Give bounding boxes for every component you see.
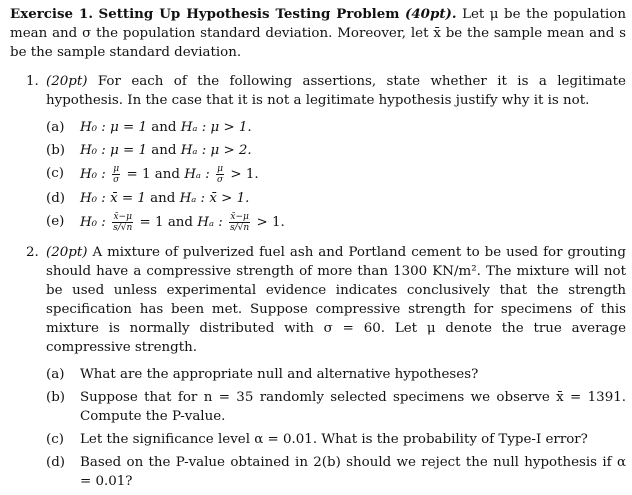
question-1-parts bbox=[46, 118, 626, 233]
part-label: (b) bbox=[46, 143, 66, 158]
null-hypothesis-prefix: H₀ : bbox=[80, 215, 106, 230]
question-1-part-b bbox=[46, 141, 626, 160]
null-hypothesis-suffix: = 1 bbox=[139, 215, 164, 230]
null-hypothesis: H₀ : μ = 1 bbox=[80, 120, 148, 135]
fraction-numerator: μ bbox=[113, 164, 120, 174]
question-2-text-a: A mixture of pulverized fuel ash and Portland cement to be used for grouting should have a compressive strength of more than 1300 KN/m². bbox=[46, 245, 626, 279]
exercise-page bbox=[10, 5, 626, 495]
part-label: (e) bbox=[46, 214, 65, 229]
alt-hypothesis-suffix: > 1. bbox=[256, 215, 285, 230]
question-1-points: (20pt) bbox=[46, 74, 88, 89]
question-1-part-c bbox=[46, 164, 626, 185]
question-2-part-c bbox=[46, 430, 626, 449]
alt-hypothesis-prefix: Hₐ : bbox=[197, 215, 223, 230]
fraction-denominator: σ bbox=[216, 175, 224, 185]
question-2-number: 2. bbox=[26, 245, 39, 260]
question-2-part-a bbox=[46, 365, 626, 384]
part-label: (d) bbox=[46, 191, 66, 206]
exercise-intro bbox=[10, 5, 626, 62]
null-hypothesis-prefix: H₀ : bbox=[80, 167, 106, 182]
fraction-numerator: x̄−μ bbox=[230, 212, 249, 222]
question-1-part-d bbox=[46, 189, 626, 208]
and-word: and bbox=[151, 120, 177, 135]
fraction-denominator: s/√n bbox=[230, 223, 250, 233]
and-word: and bbox=[150, 191, 176, 206]
fraction-t-statistic bbox=[112, 212, 133, 233]
question-1-part-a bbox=[46, 118, 626, 137]
question-2-part-b bbox=[46, 388, 626, 426]
question-2-points: (20pt) bbox=[46, 245, 88, 260]
fraction-numerator: μ bbox=[217, 164, 223, 174]
question-2-text-b: The mixture will not be used unless experimental evidence indicates conclusively that the strength specification has been met. Suppose compressive strength for specimens of this mixture is normally distributed with σ = 60. Let μ denote the true average compressive strength. bbox=[46, 264, 626, 355]
part-label: (c) bbox=[46, 166, 64, 181]
fraction-mu-over-sigma bbox=[216, 164, 224, 185]
fraction-mu-over-sigma bbox=[112, 164, 120, 185]
null-hypothesis: H₀ : μ = 1 bbox=[80, 143, 148, 158]
fraction-numerator: x̄−μ bbox=[113, 212, 132, 222]
exercise-label: Exercise 1. bbox=[10, 6, 93, 22]
question-1-part-e bbox=[46, 212, 626, 233]
question-1-text: For each of the following assertions, state whether it is a legitimate hypothesis. In the case that it is not a legitimate hypothesis justify why it is not. bbox=[46, 74, 626, 108]
part-text: What are the appropriate null and alternative hypotheses? bbox=[80, 367, 479, 382]
alt-hypothesis: Hₐ : μ > 2. bbox=[180, 143, 252, 158]
null-hypothesis-suffix: = 1 bbox=[126, 167, 151, 182]
part-text: Based on the P-value obtained in 2(b) should we reject the null hypothesis if α = 0.01? bbox=[80, 455, 626, 489]
and-word: and bbox=[154, 167, 180, 182]
question-1 bbox=[10, 72, 626, 233]
question-1-number: 1. bbox=[26, 74, 39, 89]
question-2-part-d bbox=[46, 453, 626, 491]
alt-hypothesis-prefix: Hₐ : bbox=[184, 167, 210, 182]
exercise-points: (40pt). bbox=[405, 6, 457, 22]
fraction-denominator: s/√n bbox=[113, 223, 133, 233]
part-text: Let the significance level α = 0.01. What is the probability of Type-I error? bbox=[80, 432, 588, 447]
null-hypothesis: H₀ : x̄ = 1 bbox=[80, 191, 146, 206]
part-label: (a) bbox=[46, 367, 65, 382]
and-word: and bbox=[167, 215, 193, 230]
alt-hypothesis: Hₐ : x̄ > 1. bbox=[179, 191, 250, 206]
exercise-title: Setting Up Hypothesis Testing Problem bbox=[98, 6, 400, 22]
part-label: (b) bbox=[46, 390, 66, 405]
exercise-intro-text: Let μ be the population mean and σ the population standard deviation. Moreover, let x̄ be the sample mean and s be the sample standard deviation. bbox=[10, 7, 626, 60]
part-label: (c) bbox=[46, 432, 64, 447]
fraction-denominator: σ bbox=[113, 175, 120, 185]
question-2-parts bbox=[46, 365, 626, 491]
question-2 bbox=[10, 243, 626, 491]
part-text: Suppose that for n = 35 randomly selected specimens we observe x̄ = 1391. Compute the P-value. bbox=[80, 390, 626, 424]
alt-hypothesis-suffix: > 1. bbox=[230, 167, 259, 182]
alt-hypothesis: Hₐ : μ > 1. bbox=[180, 120, 252, 135]
and-word: and bbox=[151, 143, 177, 158]
fraction-t-statistic bbox=[229, 212, 250, 233]
part-label: (d) bbox=[46, 455, 66, 470]
part-label: (a) bbox=[46, 120, 65, 135]
